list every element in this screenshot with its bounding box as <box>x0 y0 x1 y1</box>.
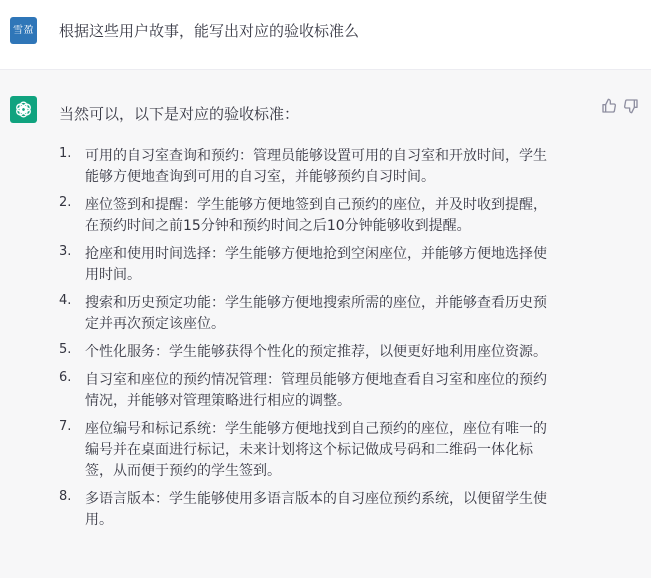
user-message-text: 根据这些用户故事，能写出对应的验收标准么 <box>59 22 360 40</box>
list-item-number: 7. <box>59 419 72 434</box>
list-item-text: 编号并在桌面进行标记，未来计划将这个标记做成号码和二维码一体化标 <box>85 442 533 458</box>
list-item-number: 3. <box>59 244 72 259</box>
list-item <box>59 419 599 482</box>
list-item <box>59 244 599 286</box>
assistant-message-row <box>0 70 651 578</box>
list-item-text: 签，从而便于预约的学生签到。 <box>85 463 281 479</box>
user-message-row <box>0 0 651 70</box>
list-item-text: 座位编号和标记系统：学生能够方便地找到自己预约的座位，座位有唯一的 <box>85 421 547 437</box>
list-item-text: 多语言版本：学生能够使用多语言版本的自习座位预约系统，以便留学生使 <box>85 491 547 507</box>
list-item-text: 个性化服务：学生能够获得个性化的预定推荐，以便更好地利用座位资源。 <box>85 344 547 360</box>
list-item-text: 抢座和使用时间选择：学生能够方便地抢到空闲座位，并能够方便地选择使 <box>85 246 547 262</box>
list-item-text: 座位签到和提醒：学生能够方便地签到自己预约的座位，并及时收到提醒， <box>85 197 547 213</box>
thumb-down-icon[interactable] <box>623 98 639 114</box>
assistant-intro-text: 当然可以，以下是对应的验收标准： <box>59 105 300 123</box>
list-item-text: 自习室和座位的预约情况管理：管理员能够方便地查看自习室和座位的预约 <box>85 372 547 388</box>
list-item-text: 情况，并能够对管理策略进行相应的调整。 <box>85 393 351 409</box>
user-avatar: 雪盈 <box>10 17 37 44</box>
list-item-number: 1. <box>59 146 72 161</box>
list-item-text: 用时间。 <box>85 267 141 283</box>
list-item-number: 6. <box>59 370 72 385</box>
list-item-number: 4. <box>59 293 72 308</box>
list-item-number: 2. <box>59 195 72 210</box>
openai-logo-icon <box>10 96 37 123</box>
list-item-text: 可用的自习室查询和预约：管理员能够设置可用的自习室和开放时间，学生 <box>85 148 547 164</box>
thumb-up-icon[interactable] <box>601 98 617 114</box>
list-item <box>59 370 599 412</box>
list-item-text: 搜索和历史预定功能：学生能够方便地搜索所需的座位，并能够查看历史预 <box>85 295 547 311</box>
list-item <box>59 195 599 237</box>
list-item-text: 用。 <box>85 512 113 528</box>
list-item <box>59 489 599 531</box>
list-item <box>59 342 599 363</box>
acceptance-criteria-list <box>59 146 599 538</box>
list-item-text: 能够方便地查询到可用的自习室，并能够预约自习时间。 <box>85 169 435 185</box>
list-item <box>59 293 599 335</box>
list-item-text: 定并再次预定该座位。 <box>85 316 225 332</box>
list-item-number: 8. <box>59 489 72 504</box>
list-item-number: 5. <box>59 342 72 357</box>
list-item <box>59 146 599 188</box>
list-item-text: 在预约时间之前15分钟和预约时间之后10分钟能够收到提醒。 <box>85 218 471 234</box>
